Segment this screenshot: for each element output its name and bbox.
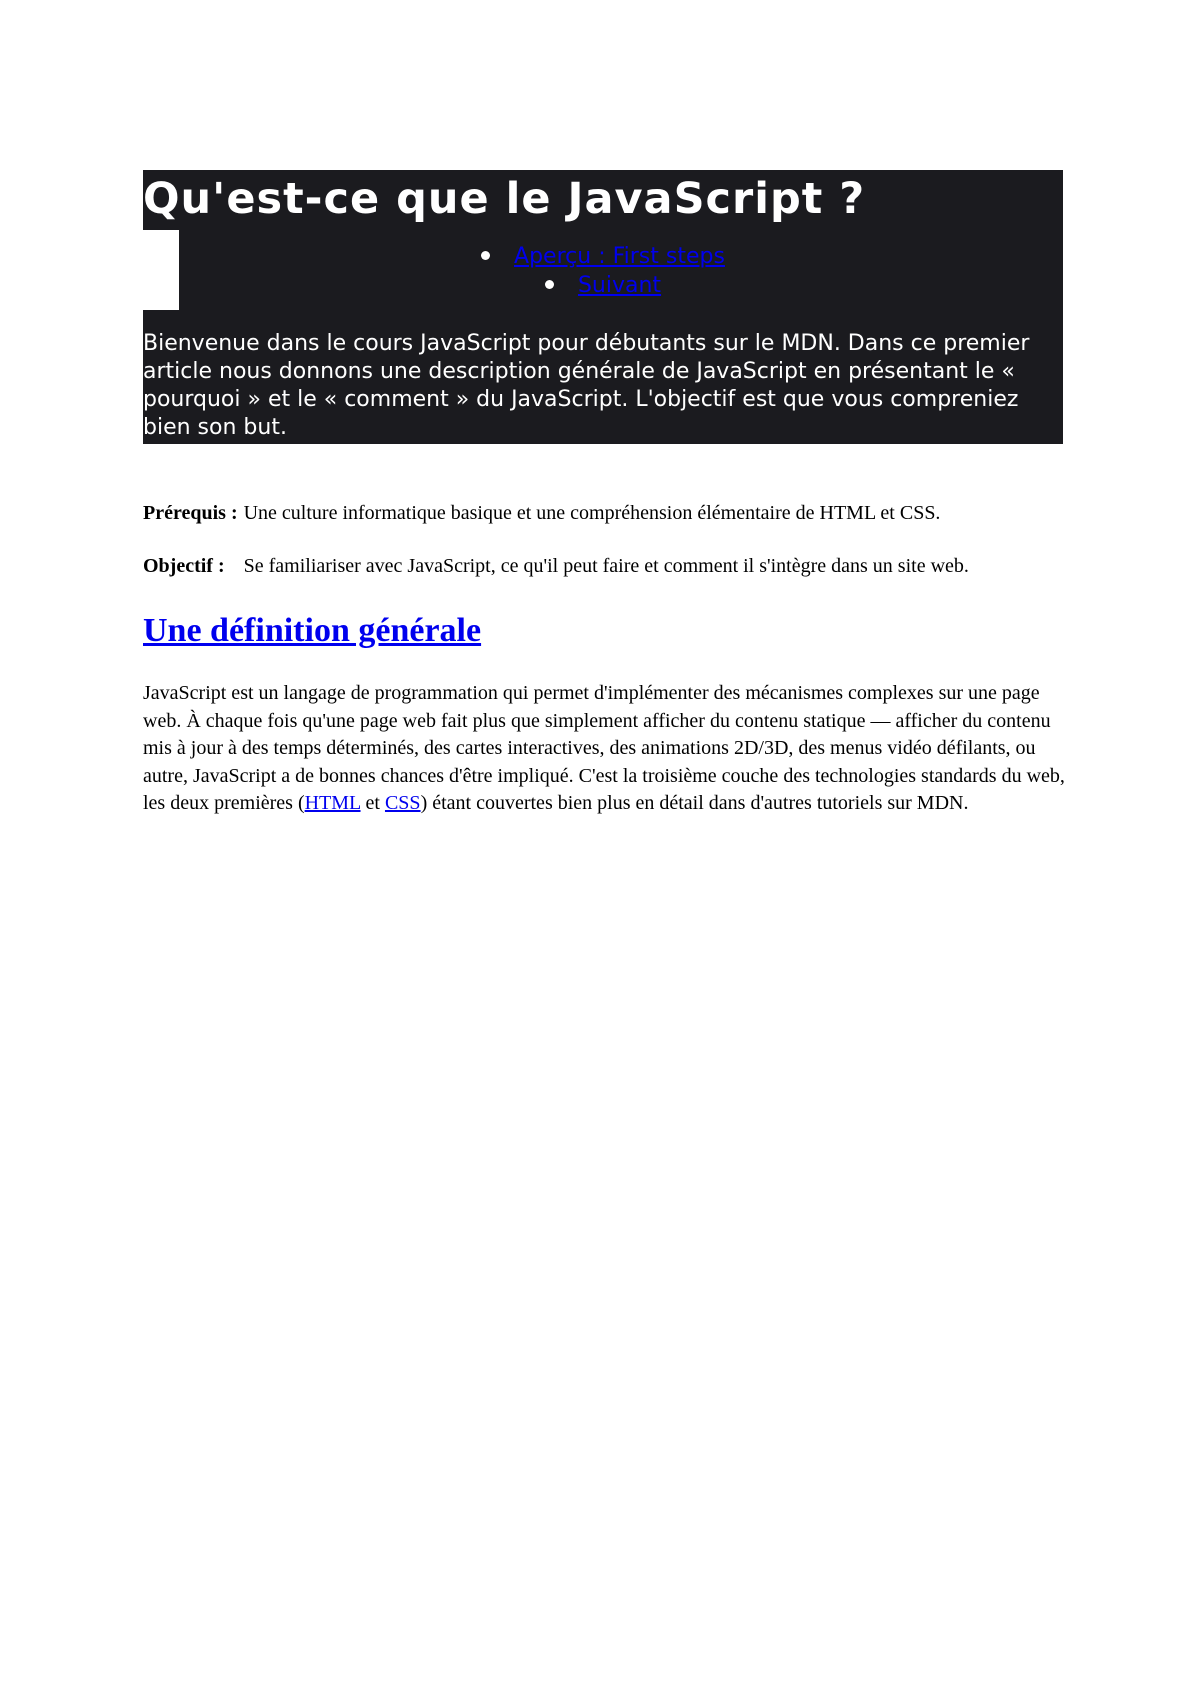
page-title: Qu'est-ce que le JavaScript ? <box>143 174 866 224</box>
html-link[interactable]: HTML <box>304 792 361 814</box>
section-heading <box>143 608 1103 654</box>
overview-link[interactable]: Aperçu : First steps <box>514 244 725 269</box>
definition-paragraph <box>143 680 1078 818</box>
para-text-mid: et <box>360 792 385 814</box>
prev-next-nav <box>143 230 1063 300</box>
section-heading-link[interactable]: Une définition générale <box>143 612 482 649</box>
nav-item-next <box>143 271 1063 300</box>
bullet-icon <box>481 251 490 260</box>
objective-value: Se familiariser avec JavaScript, ce qu'il peut faire et comment il s'intègre dans un site web. <box>243 555 969 577</box>
objective-row <box>143 553 1094 580</box>
article-header <box>143 170 1063 444</box>
css-link[interactable]: CSS <box>384 792 421 814</box>
page <box>143 170 1103 818</box>
nav-row <box>143 230 1063 302</box>
objective-label: Objectif : <box>143 555 225 577</box>
para-text-start: JavaScript est un langage de programmation qui permet d'implémenter des mécanismes complexes sur une page web. À chaque fois qu'une page web fait plus que simplement afficher du contenu statique — afficher du contenu mis à jour à des temps déterminés, des cartes interactives, des animations 2D/3D, des menus vidéo défilants, ou autre, JavaScript a de bonnes chances d'être impliqué. C'est la troisième couche des technologies standards du web, les deux premières ( <box>143 682 1065 814</box>
intro-paragraph: Bienvenue dans le cours JavaScript pour débutants sur le MDN. Dans ce premier article nous donnons une description générale de JavaScript en présentant le « pourquoi » et le « comment » du JavaScript. L'objectif est que vous compreniez bien son but. <box>143 331 1030 440</box>
prerequisites-value: Une culture informatique basique et une compréhension élémentaire de HTML et CSS. <box>243 502 941 524</box>
prerequisites-row <box>143 500 1094 553</box>
nav-item-overview <box>143 242 1063 271</box>
learning-box <box>143 500 1094 580</box>
prerequisites-label: Prérequis : <box>143 502 238 524</box>
para-text-end: ) étant couvertes bien plus en détail dans d'autres tutoriels sur MDN. <box>420 792 969 814</box>
next-link[interactable]: Suivant <box>577 273 662 298</box>
bullet-icon <box>545 280 554 289</box>
header-notch <box>143 230 179 310</box>
